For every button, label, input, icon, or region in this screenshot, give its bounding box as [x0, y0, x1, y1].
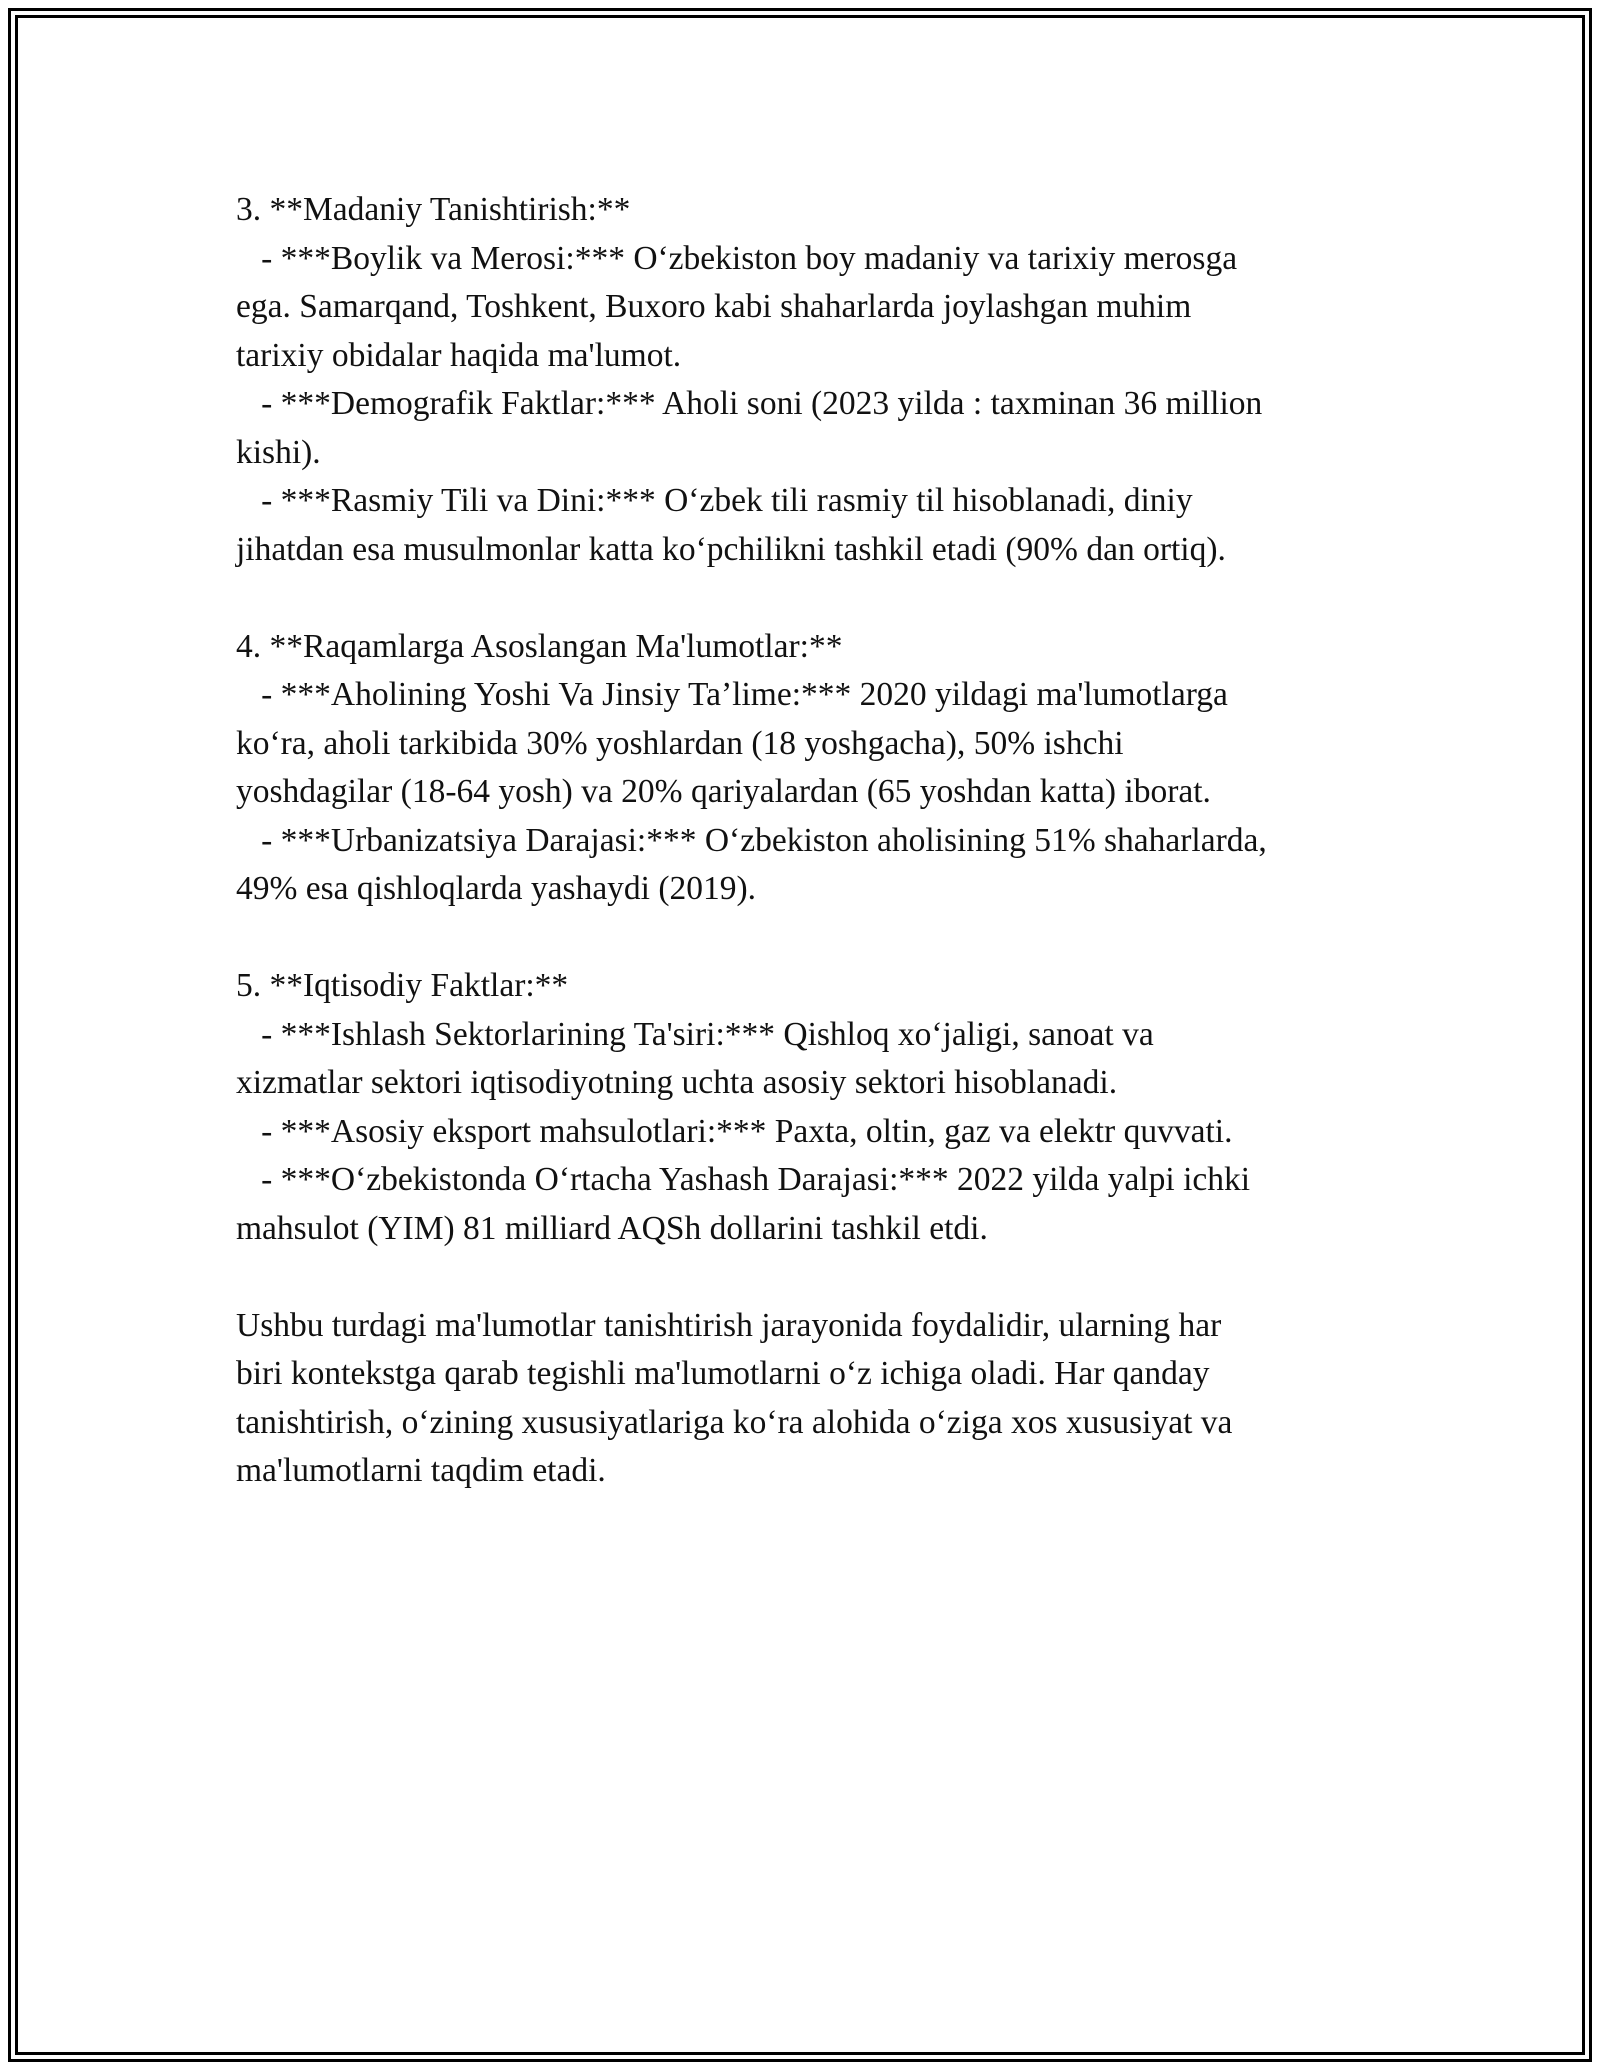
closing-paragraph — [236, 1302, 1376, 1496]
section-madaniy-tanishtirish — [236, 186, 1376, 574]
section-heading: 4. **Raqamlarga Asoslangan Ma'lumotlar:** — [236, 627, 843, 665]
text-line: tarixiy obidalar haqida ma'lumot. — [236, 336, 682, 374]
text-line: ko‘ra, aholi tarkibida 30% yoshlardan (18 yoshgacha), 50% ishchi — [236, 724, 1124, 762]
text-line: ega. Samarqand, Toshkent, Buxoro kabi shaharlarda joylashgan muhim — [236, 288, 1192, 325]
paragraph-spacer — [236, 1253, 1376, 1302]
text-line: - ***Ishlash Sektorlarining Ta'siri:*** Qishloq xo‘jaligi, sanoat va — [236, 1015, 1154, 1053]
text-line: - ***Boylik va Merosi:*** O‘zbekiston boy madaniy va tarixiy merosga — [236, 239, 1238, 277]
paragraph-spacer — [236, 914, 1376, 963]
section-heading: 3. **Madaniy Tanishtirish:** — [236, 191, 631, 228]
text-line: kishi). — [236, 433, 321, 471]
text-line: yoshdagilar (18-64 yosh) va 20% qariyalardan (65 yoshdan katta) iborat. — [236, 773, 1211, 810]
text-line: - ***Aholining Yoshi Va Jinsiy Ta’lime:*** 2020 yildagi ma'lumotlarga — [236, 676, 1228, 713]
text-line: jihatdan esa musulmonlar katta ko‘pchilikni tashkil etadi (90% dan ortiq). — [236, 530, 1226, 568]
section-raqamlarga-asoslangan — [236, 623, 1376, 914]
text-line: biri kontekstga qarab tegishli ma'lumotlarni o‘z ichiga oladi. Har qanday — [236, 1355, 1210, 1392]
document-body — [236, 186, 1376, 1496]
section-iqtisodiy-faktlar — [236, 962, 1376, 1253]
paragraph-spacer — [236, 574, 1376, 623]
text-line: mahsulot (YIM) 81 milliard AQSh dollarini tashkil etdi. — [236, 1209, 988, 1247]
text-line: Ushbu turdagi ma'lumotlar tanishtirish jarayonida foydalidir, ularning har — [236, 1306, 1222, 1344]
text-line: tanishtirish, o‘zining xususiyatlariga ko‘ra alohida o‘ziga xos xususiyat va — [236, 1403, 1233, 1441]
text-line: - ***Rasmiy Tili va Dini:*** O‘zbek tili rasmiy til hisoblanadi, diniy — [236, 482, 1193, 519]
text-line: xizmatlar sektori iqtisodiyotning uchta asosiy sektori hisoblanadi. — [236, 1064, 1118, 1101]
text-line: - ***Asosiy eksport mahsulotlari:*** Paxta, oltin, gaz va elektr quvvati. — [236, 1112, 1233, 1150]
text-line: ma'lumotlarni taqdim etadi. — [236, 1452, 606, 1489]
section-heading: 5. **Iqtisodiy Faktlar:** — [236, 967, 569, 1004]
text-line: - ***O‘zbekistonda O‘rtacha Yashash Darajasi:*** 2022 yilda yalpi ichki — [236, 1161, 1251, 1198]
text-line: - ***Urbanizatsiya Darajasi:*** O‘zbekiston aholisining 51% shaharlarda, — [236, 821, 1267, 859]
text-line: 49% esa qishloqlarda yashaydi (2019). — [236, 870, 757, 907]
text-line: - ***Demografik Faktlar:*** Aholi soni (2023 yilda : taxminan 36 million — [236, 385, 1263, 422]
